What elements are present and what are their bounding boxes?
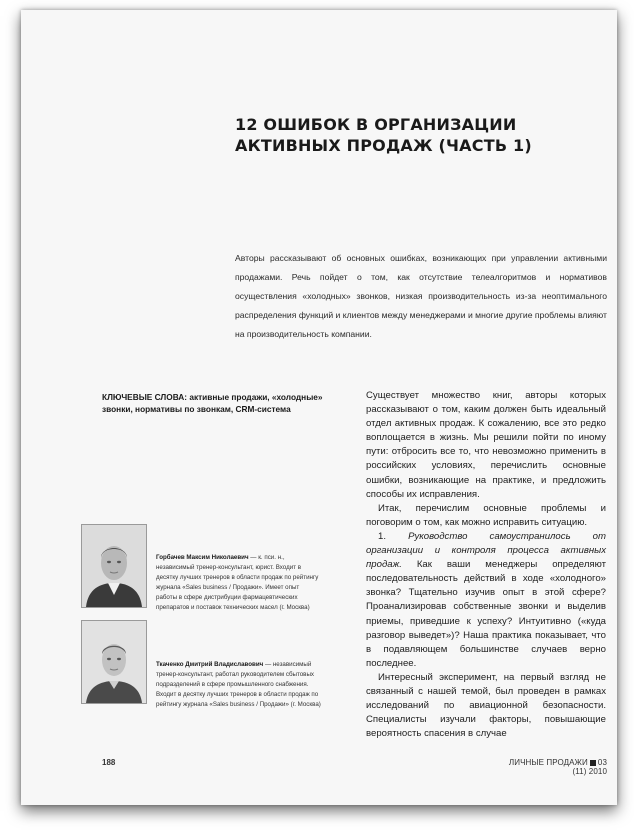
article-lead: Авторы рассказывают об основных ошибках, возникающих при управлении активными продажами. Речь пойдет о том, как отсутствие телеалгоритмов и нормативов осуществления «холодных» звонков, низкая производительность из-за неоптимального распределения функций и клиентов между менеджерами и многие другие проблемы влияют на производительность компании. — [235, 253, 607, 339]
magazine-name: ЛИЧНЫЕ ПРОДАЖИ — [508, 758, 588, 767]
body-paragraph-3 — [366, 530, 606, 671]
square-bullet-icon — [590, 760, 596, 766]
author-name-2: Ткаченко Дмитрий Владиславович — [156, 661, 264, 668]
author-photo-2 — [81, 620, 147, 704]
item-number: 1. — [378, 530, 409, 542]
page-number: 188 — [102, 758, 116, 767]
body-paragraph-1: Существует множество книг, авторы которых рассказывают о том, каким должен быть идеальный отдел активных продаж. К сожалению, все это редко воплощается в жизнь. Мы решили пойти по иному пути: отбросить все то, что невозможно применить в российских условиях, перечислить основные ошибки, возникающие на практике, и предложить способы их исправления. — [366, 390, 606, 500]
running-footer — [497, 758, 607, 776]
body-paragraph-4: Интересный эксперимент, на первый взгляд не связанный с нашей темой, был проведен в рамках исследований по авиационной безопасности. Специалисты изучали факторы, повышающие вероятность спасения в случае — [366, 671, 606, 740]
item-heading: Руководство самоустранилось от организации и контроля процесса активных продаж. — [366, 530, 606, 571]
article-title: 12 ОШИБОК В ОРГАНИЗАЦИИ АКТИВНЫХ ПРОДАЖ (ЧАСТЬ 1) — [235, 115, 532, 155]
author-bio-1 — [156, 553, 321, 613]
author-photo-1 — [81, 524, 147, 608]
author-bio-2 — [156, 660, 321, 710]
portrait-icon — [82, 621, 146, 703]
keywords: КЛЮЧЕВЫЕ СЛОВА: активные продажи, «холодные» звонки, нормативы по звонкам, CRM-система — [102, 392, 323, 414]
author-name-1: Горбачев Максим Николаевич — [156, 554, 249, 561]
body-paragraph-2: Итак, перечислим основные проблемы и поговорим о том, как можно исправить ситуацию. — [366, 502, 606, 528]
portrait-icon — [82, 525, 146, 607]
issue-number: 03 (11) 2010 — [572, 758, 607, 776]
article-body — [366, 389, 606, 741]
author-desc-2: — независимый тренер-консультант, работал руководителем сбытовых подразделений в сфере промышленного снабжения. Входит в десятку лучших тренеров в области продаж по рейтингу журнала «Sales business / Продажи» (г. Москва) — [156, 661, 321, 708]
item-text: Как ваши менеджеры определяют последовательность действий в ходе «холодного» звонка? Тщательно изучив опыт в этой сфере? Проанализировав собственные звонки и выделив приемы, приведшие к успеху? Интуитивно («куда разговор выведет»)? Наша практика показывает, что в подавляющем большинстве случаев верно последнее. — [366, 559, 606, 669]
author-desc-1: — к. пси. н., независимый тренер-консультант, юрист. Входит в десятку лучших тренеров в области продаж по рейтингу журнала «Sales business / Продажи». Имеет опыт работы в сфере дистрибуции фармацевтических препаратов и поставок технических масел (г. Москва) — [156, 554, 319, 611]
magazine-page — [21, 10, 617, 805]
